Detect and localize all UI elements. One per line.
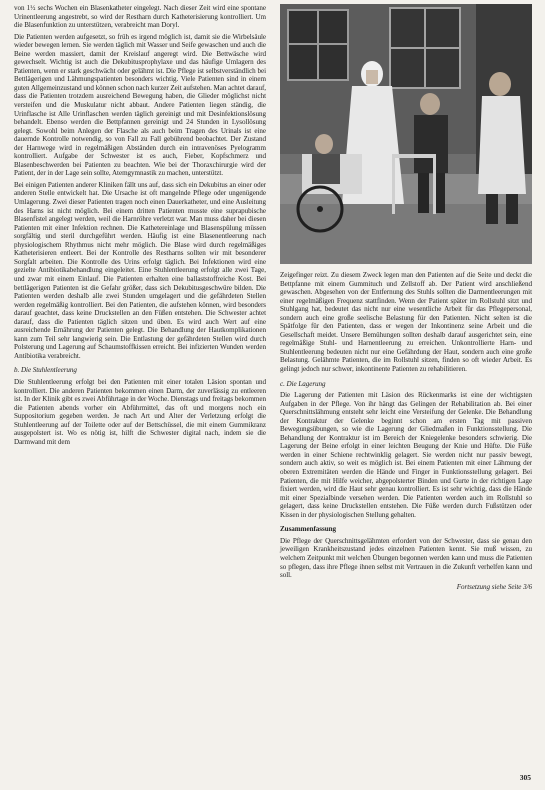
left-paragraph-2: Die Patienten werden aufgesetzt, so früh es irgend möglich ist, damit sie die Wirbelsäule wieder bewegen lernen. Sie werden täglich mit Wasser und Seife gewaschen und auch die Beine werden massiert, damit der Kreislauf angeregt wird. Die Bettwäsche wird gewechselt. Wichtig ist auch die Dekubitusprophylaxe und das häufige Umlagern des Patienten, wenn er stark geschwächt oder gelähmt ist. Die Pflege ist selbstverständlich bei Bettlägerigen und Lähmungspatienten besonders wichtig. Viele Patienten sind in einem guten Allgemeinzustand und können schon nach kurzer Zeit aufstehen. Man achtet darauf, dass die Patienten trotzdem ausreichend Bewegung haben, die Glieder möglichst nicht versteifen und die Muskulatur nicht abbaut. Andere Patienten liegen ständig, die Urinflasche ist Alle Urinflaschen werden täglich gereinigt und mit Desinfektionslösung behandelt. Ebenso werden die Bettpfannen gereinigt und 24 Stunden in Lysollösung gelegt. Sowohl beim Anlegen der Flasche als auch beim Tragen des Urinals ist eine dauernde Kontrolle notwendig, so von Fall zu Fall gebührend beobachtet. Der Zustand der Harnwege wird in regelmäßigen Abständen durch ein intravenöses Pyelogramm kontrolliert. Aufgabe der Schwester ist es auch, Fieber, Kopfschmerz und Blasenbeschwerden bei Patienten zu beachten. Wie bei der Thoraxchirurgie wird der Patient, der in der Lage sein sollte, Atemgymnastik zu machen, unterstützt. xyxy=(14,32,266,178)
photo-illustration xyxy=(280,4,532,264)
left-paragraph-4: Die Stuhlentleerung erfolgt bei den Patienten mit einer totalen Läsion spontan und kontrolliert. Die anderen Patienten bekommen einen Darm, der zuverlässig zu entleeren ist. In der Klinik gibt es zwei Abführtage in der Woche. Dienstags und freitags bekommen die Patienten abends vorher ein Abführmittel, das oft und morgens noch ein Suppositorium gegeben werden. Je nach Art und Alter der Verletzung erfolgt die Stuhlentleerung auf der Toilette oder auf der Bettschüssel, die mit einem Gummikranz ausgepolstert ist. Wo es nötig ist, hilft die Schwester digital nach, indem sie die Darmwand mit dem xyxy=(14,377,266,446)
left-paragraph-1: von 1½ sechs Wochen ein Blasenkatheter eingelegt. Nach dieser Zeit wird eine spontane Urinentleerung angestrebt, so wird der Restharn durch Katheterisierung kontrolliert. Um die Blasenfunktion zu unterstützen, verabreicht man Doryl. xyxy=(14,4,266,30)
summary-heading: Zusammenfassung xyxy=(280,525,337,534)
continuation-note: Fortsetzung siehe Seite 3/6 xyxy=(456,582,532,591)
section-heading-stool: b. Die Stuhlentleerung xyxy=(14,366,77,375)
summary-text: Die Pflege der Querschnittsgelähmten erfordert von der Schwester, dass sie genau den jeweiligen Krankheitszustand jedes einzelnen Patienten kennt. Sie muß wissen, zu welchem Zeitpunkt mit welchen Übungen begonnen werden kann und muss die Patienten so pflegen, dass ihre Pflege ihnen selbst mit Vertrauen in die Zukunft verhelfen kann und soll. xyxy=(280,536,532,580)
left-paragraph-3: Bei einigen Patienten anderer Kliniken fällt uns auf, dass sich ein Dekubitus an einer oder anderen Stelle entwickelt hat. Die Ursache ist oft mangelnde Pflege oder ungenügende Umlagerung. Zwei dieser Patienten tragen noch einen Dauerkatheter, und eine Ausleitung des Harns ist nicht möglich. Bei einem dritten Patienten musste eine suprapubische Blasenfistel angelegt werden, weil die Harnröhre verletzt war. Man muss daher bei diesen Patienten mit einer Infektion rechnen. Die Kathetereinlage und Blasenspülung müssen sorgfältig und steril durchgeführt werden. Häufig ist eine Blasenentleerung nach physiologischem Rhythmus nicht mehr möglich. Die Blase wird durch regelmäßiges Katheterisieren entleert. Bei der Kontrolle des Restharns sollten wir mit besonderer Sorgfalt arbeiten. Die Kontrolle des Urins erfolgt täglich. Bei Infektionen wird eine gezielte Antibiotikabehandlung eingeleitet. Eine Stuhlentleerung erfolgt alle zwei Tage, und zwar mit einem Einlauf. Die Patienten erhalten eine ballaststoffreiche Kost. Bei bettlägerigen Patienten ist die Gefahr größer, dass sich Dekubitusgeschwüre bilden. Die Patienten werden deshalb alle zwei Stunden umgelagert und die gefährdeten Stellen werden regelmäßig kontrolliert. Bei den Patienten, die aufstehen können, wird besonders darauf geachtet, dass keine Druckstellen an den Füßen entstehen. Die Schwester achtet darauf, dass die Patienten täglich sitzen und üben. Es wird auch Wert auf eine ausreichende Ernährung der Patienten gelegt. Die Behandlung der Hautkomplikationen kann zum Teil sehr langwierig sein. Die Entlastung der gefährdeten Stellen wird durch Polsterung und Lagerung auf Schaumstoffkissen erreicht. Bei infizierten Wunden werden Antibiotika verabreicht. xyxy=(14,180,266,360)
section-heading-positioning: c. Die Lagerung xyxy=(280,379,326,388)
page-number: 305 xyxy=(519,773,531,782)
right-paragraph-2: Die Lagerung der Patienten mit Läsion des Rückenmarks ist eine der wichtigsten Aufgaben in der Pflege. Von ihr hängt das Gelingen der Rehabilitation ab. Bei einer Querschnittslähmung entsteht sehr leicht eine Versteifung der Gelenke. Die Behandlung der Kontraktur der Gelenke beginnt schon am ersten Tag mit passiven Bewegungsübungen, so wie die Lagerung der Gliedmaßen in Funktionsstellung. Die Behandlung der Kontraktur ist im Bereich der Kniegelenke besonders schwierig. Die Lagerung der Beine erfolgt in einer leichten Beugung der Knie und Hüfte. Die Füße werden in einer Schiene rechtwinklig gelagert. Sie werden nicht nur passiv bewegt, sondern auch aktiv, so weit es möglich ist. Bei einem Patienten mit einer Lähmung der oberen Extremitäten werden die Hände und Finger in Funktionsstellung gelagert. Bei Patienten, die mit Hilfe weicher, abgepolsterter Binden und Gurte in der richtigen Lage fixiert werden, wird die Haut sehr genau kontrolliert. Es ist sehr wichtig, dass die Hände mit einer Spezialbinde versehen werden. Die Patienten werden auch im Rollstuhl so gelagert, dass keine Druckstellen entstehen. Die Füße werden durch Fußstützen oder Kissen in der physiologischen Stellung gehalten. xyxy=(280,391,532,519)
right-column xyxy=(280,271,532,591)
left-column xyxy=(14,4,266,449)
right-paragraph-1: Zeigefinger reizt. Zu diesem Zweck legen man den Patienten auf die Seite und deckt die Bettpfanne mit einem Gummituch und Zellstoff ab. Der Patient wird anschließend gewaschen. Abgesehen von der Entfernung des Stuhls sollten die Darmentleerungen mit einer regelmäßigen Frequenz stattfinden. Wenn der Patient später im Rollstuhl sitzt und Stuhlgang hat, bedeutet das nicht nur eine wesentliche Arbeit für das Pflegepersonal, sondern auch eine große seelische Belastung für den Patienten. Nicht selten ist die Spätfolge für den Patienten, dass er wegen der Inkontinenz seine Arbeit und die Gesellschaft meidet. Unsere Bemühungen sollten deshalb darauf ausgerichtet sein, eine regelmäßige Stuhl- und Harnentleerung zu erreichen. Unkontrollierte Harn- und Stuhlentleerung bedeuten nicht nur eine Gefährdung der Haut, sondern auch eine große Belastung. Gelähmte Patienten, die im Rollstuhl sitzen, finden so oft wieder Arbeit. Es gelingt jedoch nur schwer, inkontinente Patienten zu rehabilitieren. xyxy=(280,271,532,374)
nursing-scene-photo xyxy=(280,4,532,264)
